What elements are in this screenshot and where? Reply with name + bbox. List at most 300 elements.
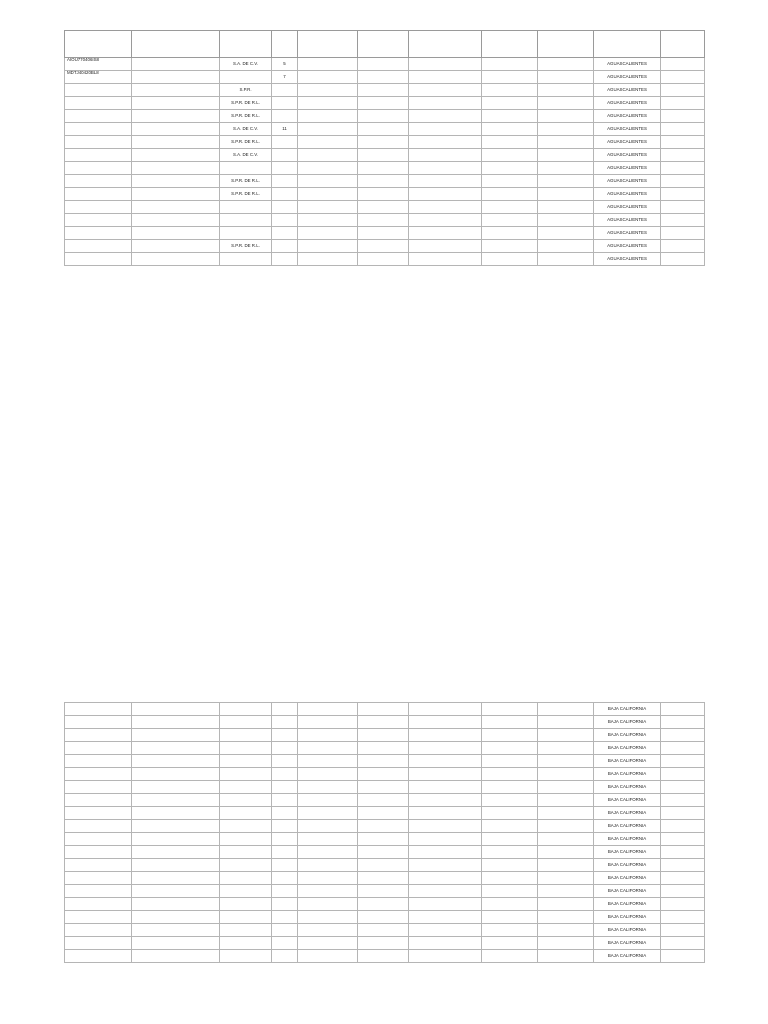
address-cell: [409, 201, 482, 214]
neighborhood-cell: [482, 729, 538, 742]
representative-cell: [298, 227, 358, 240]
members-cell: [272, 768, 298, 781]
municipality-cell: [538, 820, 594, 833]
state-cell: BAJA CALIFORNIA: [594, 820, 661, 833]
phone-cell: [661, 755, 705, 768]
legal-form-cell: [220, 755, 272, 768]
phone-cell: [661, 162, 705, 175]
phone-cell: [661, 729, 705, 742]
neighborhood-cell: [482, 820, 538, 833]
organization-cell: [132, 807, 220, 820]
municipality-cell: [538, 97, 594, 110]
organization-cell: [132, 820, 220, 833]
municipality-cell: [538, 84, 594, 97]
rfc-cell: [65, 149, 132, 162]
state-cell: BAJA CALIFORNIA: [594, 768, 661, 781]
rfc-cell: [65, 924, 132, 937]
municipality-cell: [538, 253, 594, 266]
rfc-cell: [65, 162, 132, 175]
organization-cell: [132, 833, 220, 846]
phone-cell: [661, 149, 705, 162]
address-cell: [409, 898, 482, 911]
municipality-cell: [538, 807, 594, 820]
rfc-cell: [65, 214, 132, 227]
representative-cell: [298, 885, 358, 898]
organization-cell: [132, 136, 220, 149]
organization-cell: [132, 201, 220, 214]
table-row: [65, 846, 705, 859]
rfc-cell: [65, 885, 132, 898]
date-cell: [358, 755, 409, 768]
rfc-cell: [65, 227, 132, 240]
rfc-cell: [65, 859, 132, 872]
organization-cell: [132, 911, 220, 924]
table-row: [65, 188, 705, 201]
neighborhood-cell: [482, 859, 538, 872]
rfc-cell: [65, 123, 132, 136]
table-row: [65, 937, 705, 950]
legal-form-cell: S.A. DE C.V.: [220, 149, 272, 162]
column-header: [298, 31, 358, 58]
members-cell: [272, 253, 298, 266]
table-row: [65, 162, 705, 175]
address-cell: [409, 227, 482, 240]
address-cell: [409, 924, 482, 937]
phone-cell: [661, 781, 705, 794]
phone-cell: [661, 201, 705, 214]
members-cell: [272, 911, 298, 924]
address-cell: [409, 859, 482, 872]
rfc-cell: [65, 240, 132, 253]
neighborhood-cell: [482, 768, 538, 781]
table-row: [65, 924, 705, 937]
neighborhood-cell: [482, 97, 538, 110]
table-row: [65, 820, 705, 833]
table-row: [65, 872, 705, 885]
address-cell: [409, 162, 482, 175]
organization-cell: [132, 872, 220, 885]
address-cell: [409, 188, 482, 201]
neighborhood-cell: [482, 794, 538, 807]
state-cell: AGUASCALIENTES: [594, 162, 661, 175]
members-cell: [272, 872, 298, 885]
state-cell: BAJA CALIFORNIA: [594, 924, 661, 937]
phone-cell: [661, 846, 705, 859]
members-cell: [272, 201, 298, 214]
representative-cell: [298, 872, 358, 885]
members-cell: 7: [272, 71, 298, 84]
organization-cell: [132, 937, 220, 950]
rfc-cell: [65, 188, 132, 201]
members-cell: [272, 820, 298, 833]
legal-form-cell: [220, 794, 272, 807]
organization-cell: [132, 716, 220, 729]
organization-cell: [132, 162, 220, 175]
members-cell: [272, 859, 298, 872]
members-cell: [272, 755, 298, 768]
address-cell: [409, 755, 482, 768]
organization-cell: [132, 950, 220, 963]
table-row: [65, 716, 705, 729]
address-cell: [409, 110, 482, 123]
date-cell: [358, 924, 409, 937]
table-row: [65, 781, 705, 794]
address-cell: [409, 872, 482, 885]
date-cell: [358, 872, 409, 885]
phone-cell: [661, 227, 705, 240]
date-cell: [358, 240, 409, 253]
neighborhood-cell: [482, 807, 538, 820]
rfc-cell: [65, 937, 132, 950]
organization-cell: [132, 123, 220, 136]
rfc-cell: [65, 97, 132, 110]
address-cell: [409, 807, 482, 820]
municipality-cell: [538, 188, 594, 201]
representative-cell: [298, 84, 358, 97]
representative-cell: [298, 781, 358, 794]
address-cell: [409, 937, 482, 950]
municipality-cell: [538, 950, 594, 963]
members-cell: [272, 97, 298, 110]
state-cell: AGUASCALIENTES: [594, 123, 661, 136]
state-cell: AGUASCALIENTES: [594, 214, 661, 227]
municipality-cell: [538, 768, 594, 781]
column-header: [272, 31, 298, 58]
representative-cell: [298, 240, 358, 253]
representative-cell: [298, 755, 358, 768]
address-cell: [409, 950, 482, 963]
state-cell: BAJA CALIFORNIA: [594, 742, 661, 755]
neighborhood-cell: [482, 872, 538, 885]
date-cell: [358, 253, 409, 266]
representative-cell: [298, 175, 358, 188]
table-row: [65, 175, 705, 188]
phone-cell: [661, 794, 705, 807]
phone-cell: [661, 716, 705, 729]
municipality-cell: [538, 924, 594, 937]
organization-cell: [132, 149, 220, 162]
phone-cell: [661, 898, 705, 911]
phone-cell: [661, 950, 705, 963]
date-cell: [358, 110, 409, 123]
representative-cell: [298, 703, 358, 716]
municipality-cell: [538, 214, 594, 227]
date-cell: [358, 214, 409, 227]
neighborhood-cell: [482, 911, 538, 924]
members-cell: [272, 781, 298, 794]
neighborhood-cell: [482, 136, 538, 149]
table-row: [65, 703, 705, 716]
table-row: [65, 755, 705, 768]
phone-cell: [661, 859, 705, 872]
neighborhood-cell: [482, 58, 538, 71]
table-row: [65, 58, 705, 71]
phone-cell: [661, 214, 705, 227]
municipality-cell: [538, 123, 594, 136]
column-header: [65, 31, 132, 58]
state-cell: AGUASCALIENTES: [594, 240, 661, 253]
municipality-cell: [538, 755, 594, 768]
representative-cell: [298, 820, 358, 833]
date-cell: [358, 911, 409, 924]
table-row: [65, 214, 705, 227]
neighborhood-cell: [482, 240, 538, 253]
members-cell: [272, 110, 298, 123]
state-cell: AGUASCALIENTES: [594, 149, 661, 162]
phone-cell: [661, 175, 705, 188]
table-row: [65, 898, 705, 911]
neighborhood-cell: [482, 201, 538, 214]
members-cell: 5: [272, 58, 298, 71]
members-cell: [272, 898, 298, 911]
representative-cell: [298, 214, 358, 227]
members-cell: [272, 162, 298, 175]
phone-cell: [661, 885, 705, 898]
municipality-cell: [538, 846, 594, 859]
state-cell: AGUASCALIENTES: [594, 201, 661, 214]
legal-form-cell: [220, 742, 272, 755]
organization-cell: [132, 859, 220, 872]
date-cell: [358, 188, 409, 201]
column-header: [538, 31, 594, 58]
address-cell: [409, 820, 482, 833]
table-body: [65, 58, 705, 266]
date-cell: [358, 97, 409, 110]
organization-cell: [132, 188, 220, 201]
legal-form-cell: [220, 214, 272, 227]
address-cell: [409, 716, 482, 729]
members-cell: [272, 846, 298, 859]
neighborhood-cell: [482, 162, 538, 175]
neighborhood-cell: [482, 885, 538, 898]
members-cell: [272, 885, 298, 898]
members-cell: [272, 136, 298, 149]
municipality-cell: [538, 794, 594, 807]
table-row: [65, 911, 705, 924]
date-cell: [358, 58, 409, 71]
neighborhood-cell: [482, 253, 538, 266]
state-cell: AGUASCALIENTES: [594, 253, 661, 266]
state-cell: AGUASCALIENTES: [594, 110, 661, 123]
municipality-cell: [538, 110, 594, 123]
organization-cell: [132, 84, 220, 97]
members-cell: [272, 175, 298, 188]
table-row: [65, 201, 705, 214]
organization-cell: [132, 781, 220, 794]
neighborhood-cell: [482, 123, 538, 136]
phone-cell: [661, 110, 705, 123]
organization-cell: [132, 703, 220, 716]
table-row: [65, 240, 705, 253]
organization-cell: [132, 97, 220, 110]
members-cell: [272, 227, 298, 240]
date-cell: [358, 794, 409, 807]
date-cell: [358, 703, 409, 716]
rfc-cell: [65, 794, 132, 807]
legal-form-cell: [220, 703, 272, 716]
legal-form-cell: [220, 950, 272, 963]
legal-form-cell: [220, 872, 272, 885]
address-cell: [409, 742, 482, 755]
table-row: [65, 807, 705, 820]
legal-form-cell: [220, 781, 272, 794]
table-row: [65, 136, 705, 149]
phone-cell: [661, 872, 705, 885]
address-cell: [409, 71, 482, 84]
representative-cell: [298, 924, 358, 937]
organization-cell: [132, 110, 220, 123]
organization-cell: [132, 58, 220, 71]
rfc-cell: [65, 820, 132, 833]
neighborhood-cell: [482, 716, 538, 729]
neighborhood-cell: [482, 84, 538, 97]
date-cell: [358, 885, 409, 898]
phone-cell: [661, 97, 705, 110]
legal-form-cell: [220, 833, 272, 846]
registry-table-section-2: [64, 702, 704, 963]
phone-cell: [661, 71, 705, 84]
municipality-cell: [538, 175, 594, 188]
address-cell: [409, 911, 482, 924]
address-cell: [409, 240, 482, 253]
phone-cell: [661, 84, 705, 97]
table-row: [65, 227, 705, 240]
legal-form-cell: [220, 846, 272, 859]
rfc-cell: [65, 253, 132, 266]
rfc-cell: [65, 768, 132, 781]
representative-cell: [298, 911, 358, 924]
date-cell: [358, 937, 409, 950]
members-cell: [272, 742, 298, 755]
date-cell: [358, 807, 409, 820]
organization-cell: [132, 794, 220, 807]
representative-cell: [298, 833, 358, 846]
state-cell: BAJA CALIFORNIA: [594, 872, 661, 885]
legal-form-cell: S.P.R. DE R.L.: [220, 175, 272, 188]
legal-form-cell: [220, 201, 272, 214]
organization-cell: [132, 846, 220, 859]
rfc-cell: MDTJ40420BL8: [65, 71, 132, 84]
rfc-cell: [65, 136, 132, 149]
representative-cell: [298, 898, 358, 911]
date-cell: [358, 71, 409, 84]
municipality-cell: [538, 149, 594, 162]
column-header: [661, 31, 705, 58]
address-cell: [409, 97, 482, 110]
address-cell: [409, 833, 482, 846]
representative-cell: [298, 742, 358, 755]
legal-form-cell: S.P.R. DE R.L.: [220, 110, 272, 123]
column-header: [594, 31, 661, 58]
representative-cell: [298, 201, 358, 214]
rfc-cell: AIOU770406IS8: [65, 58, 132, 71]
table-row: [65, 110, 705, 123]
table-row: [65, 833, 705, 846]
state-cell: AGUASCALIENTES: [594, 188, 661, 201]
date-cell: [358, 201, 409, 214]
state-cell: AGUASCALIENTES: [594, 97, 661, 110]
phone-cell: [661, 123, 705, 136]
phone-cell: [661, 911, 705, 924]
legal-form-cell: [220, 820, 272, 833]
date-cell: [358, 149, 409, 162]
rfc-cell: [65, 716, 132, 729]
rfc-cell: [65, 84, 132, 97]
date-cell: [358, 123, 409, 136]
representative-cell: [298, 71, 358, 84]
neighborhood-cell: [482, 149, 538, 162]
representative-cell: [298, 807, 358, 820]
members-cell: [272, 794, 298, 807]
legal-form-cell: [220, 716, 272, 729]
municipality-cell: [538, 58, 594, 71]
legal-form-cell: S.P.R. DE R.L.: [220, 240, 272, 253]
members-cell: [272, 84, 298, 97]
state-cell: BAJA CALIFORNIA: [594, 807, 661, 820]
table-row: [65, 885, 705, 898]
members-cell: [272, 703, 298, 716]
state-cell: BAJA CALIFORNIA: [594, 729, 661, 742]
organization-cell: [132, 253, 220, 266]
date-cell: [358, 768, 409, 781]
legal-form-cell: [220, 859, 272, 872]
neighborhood-cell: [482, 898, 538, 911]
rfc-cell: [65, 175, 132, 188]
legal-form-cell: [220, 937, 272, 950]
members-cell: [272, 833, 298, 846]
address-cell: [409, 846, 482, 859]
municipality-cell: [538, 937, 594, 950]
state-cell: AGUASCALIENTES: [594, 58, 661, 71]
address-cell: [409, 136, 482, 149]
date-cell: [358, 833, 409, 846]
representative-cell: [298, 58, 358, 71]
organization-cell: [132, 214, 220, 227]
state-cell: BAJA CALIFORNIA: [594, 950, 661, 963]
column-header: [482, 31, 538, 58]
legal-form-cell: S.A. DE C.V.: [220, 123, 272, 136]
date-cell: [358, 742, 409, 755]
representative-cell: [298, 794, 358, 807]
representative-cell: [298, 110, 358, 123]
state-cell: BAJA CALIFORNIA: [594, 859, 661, 872]
representative-cell: [298, 149, 358, 162]
rfc-cell: [65, 846, 132, 859]
municipality-cell: [538, 872, 594, 885]
neighborhood-cell: [482, 950, 538, 963]
neighborhood-cell: [482, 214, 538, 227]
legal-form-cell: [220, 885, 272, 898]
municipality-cell: [538, 911, 594, 924]
municipality-cell: [538, 227, 594, 240]
phone-cell: [661, 833, 705, 846]
members-cell: [272, 937, 298, 950]
date-cell: [358, 84, 409, 97]
organization-cell: [132, 755, 220, 768]
municipality-cell: [538, 703, 594, 716]
members-cell: 11: [272, 123, 298, 136]
state-cell: AGUASCALIENTES: [594, 136, 661, 149]
representative-cell: [298, 950, 358, 963]
rfc-cell: [65, 807, 132, 820]
representative-cell: [298, 97, 358, 110]
table-row: [65, 149, 705, 162]
state-cell: BAJA CALIFORNIA: [594, 755, 661, 768]
table-row: [65, 97, 705, 110]
phone-cell: [661, 742, 705, 755]
neighborhood-cell: [482, 227, 538, 240]
organization-cell: [132, 924, 220, 937]
